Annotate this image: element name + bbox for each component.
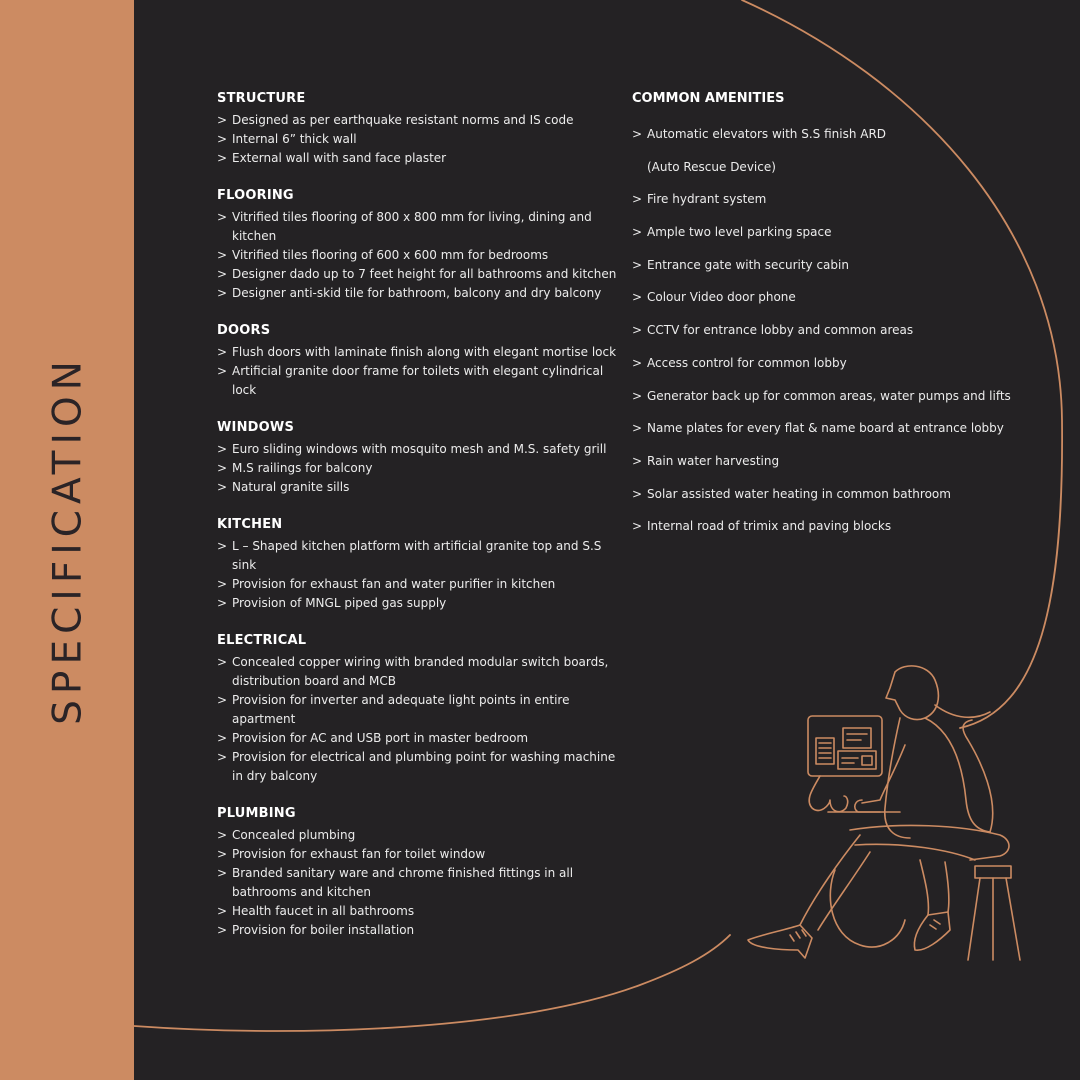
amenity-item <box>632 354 1032 373</box>
list-item <box>217 902 617 921</box>
amenity-item <box>632 321 1032 340</box>
bullet-marker: > <box>632 257 643 272</box>
list-item <box>217 729 617 748</box>
bullet-marker: > <box>632 355 643 370</box>
list-item-text: Provision for inverter and adequate light points in entire apartment <box>232 693 570 726</box>
section-items <box>217 343 617 400</box>
bullet-marker: > <box>217 442 228 456</box>
list-item <box>217 265 617 284</box>
list-item <box>217 149 617 168</box>
list-item <box>217 130 617 149</box>
section-title: PLUMBING <box>217 806 296 821</box>
section-items <box>217 111 617 168</box>
bullet-marker: > <box>217 923 228 937</box>
amenity-item <box>632 256 1032 275</box>
section-items <box>217 826 617 940</box>
side-title: SPECIFICATION <box>45 355 91 725</box>
amenity-item-text: Automatic elevators with S.S finish ARD <box>647 127 887 141</box>
bullet-marker: > <box>632 519 643 534</box>
bullet-marker: > <box>217 577 228 591</box>
list-item <box>217 537 617 575</box>
specification-column <box>217 91 617 940</box>
bullet-marker: > <box>632 290 643 305</box>
amenity-item <box>632 419 1032 438</box>
section-items <box>217 537 617 613</box>
list-item-text: Artificial granite door frame for toilets with elegant cylindrical lock <box>232 364 604 397</box>
section-title: STRUCTURE <box>217 91 306 106</box>
amenity-item <box>632 452 1032 471</box>
list-item-text: Internal 6” thick wall <box>232 132 357 146</box>
bullet-marker: > <box>217 364 228 378</box>
list-item-text: Vitrified tiles flooring of 600 x 600 mm for bedrooms <box>232 248 549 262</box>
list-item <box>217 111 617 130</box>
list-item <box>217 748 617 786</box>
section-title: DOORS <box>217 323 271 338</box>
list-item <box>217 826 617 845</box>
list-item-text: Designer dado up to 7 feet height for all bathrooms and kitchen <box>232 267 617 281</box>
amenity-item <box>632 387 1032 406</box>
list-item-text: External wall with sand face plaster <box>232 151 447 165</box>
list-item <box>217 575 617 594</box>
section-title: WINDOWS <box>217 420 295 435</box>
amenity-item-text: Solar assisted water heating in common bathroom <box>647 486 951 501</box>
bullet-marker: > <box>217 655 228 669</box>
amenity-item-text: Access control for common lobby <box>647 355 847 370</box>
section-kitchen <box>217 517 617 613</box>
list-item <box>217 440 617 459</box>
amenity-item <box>632 158 1032 177</box>
amenity-item-text: Rain water harvesting <box>647 453 780 468</box>
list-item-text: Provision for exhaust fan and water purifier in kitchen <box>232 577 556 591</box>
list-item-text: Branded sanitary ware and chrome finished fittings in all bathrooms and kitchen <box>232 866 574 899</box>
bullet-marker: > <box>217 113 228 127</box>
bullet-marker: > <box>632 323 643 338</box>
section-electrical <box>217 633 617 786</box>
bullet-marker: > <box>217 731 228 745</box>
list-item <box>217 845 617 864</box>
amenity-item <box>632 288 1032 307</box>
list-item-text: Provision for boiler installation <box>232 923 415 937</box>
bullet-marker: > <box>632 453 643 468</box>
list-item-text: Designer anti-skid tile for bathroom, balcony and dry balcony <box>232 286 602 300</box>
amenities-title: COMMON AMENITIES <box>632 91 785 106</box>
bullet-marker: > <box>217 904 228 918</box>
bullet-marker: > <box>217 866 228 880</box>
amenity-item <box>632 517 1032 536</box>
bullet-marker: > <box>217 828 228 842</box>
bullet-marker: > <box>632 421 643 436</box>
side-band <box>0 0 134 1080</box>
list-item <box>217 653 617 691</box>
bullet-marker: > <box>217 286 228 300</box>
bullet-marker: > <box>217 750 228 764</box>
list-item-text: M.S railings for balcony <box>232 461 373 475</box>
list-item <box>217 362 617 400</box>
list-item-text: Vitrified tiles flooring of 800 x 800 mm for living, dining and kitchen <box>232 210 592 243</box>
list-item-text: Health faucet in all bathrooms <box>232 904 415 918</box>
bullet-marker: > <box>632 225 643 240</box>
list-item-text: Concealed plumbing <box>232 828 356 842</box>
bullet-marker: > <box>217 596 228 610</box>
section-items <box>217 440 617 497</box>
section-doors <box>217 323 617 400</box>
list-item-text: Concealed copper wiring with branded modular switch boards, distribution board and MCB <box>232 655 609 688</box>
list-item <box>217 921 617 940</box>
amenity-item-text: Colour Video door phone <box>647 290 796 305</box>
amenity-item-text: Generator back up for common areas, water pumps and lifts <box>647 388 1011 403</box>
list-item-text: Provision for AC and USB port in master bedroom <box>232 731 529 745</box>
list-item-text: Provision for electrical and plumbing point for washing machine in dry balcony <box>232 750 616 783</box>
decorative-arc-bottom <box>134 935 730 1031</box>
list-item-text: Flush doors with laminate finish along with elegant mortise lock <box>232 345 617 359</box>
section-title: FLOORING <box>217 188 294 203</box>
amenity-item-text: Entrance gate with security cabin <box>647 257 849 272</box>
section-structure <box>217 91 617 168</box>
list-item-text: Euro sliding windows with mosquito mesh and M.S. safety grill <box>232 442 607 456</box>
amenity-item <box>632 190 1032 209</box>
list-item <box>217 246 617 265</box>
section-plumbing <box>217 806 617 940</box>
bullet-marker: > <box>217 132 228 146</box>
bullet-marker: > <box>217 345 228 359</box>
amenity-item-text: Ample two level parking space <box>647 225 832 240</box>
amenity-item-text: Fire hydrant system <box>647 192 767 207</box>
list-item <box>217 343 617 362</box>
section-items <box>217 653 617 786</box>
amenity-item-text: CCTV for entrance lobby and common areas <box>647 323 914 338</box>
bullet-marker: > <box>217 480 228 494</box>
list-item <box>217 459 617 478</box>
bullet-marker: > <box>632 486 643 501</box>
bullet-marker: > <box>632 192 643 207</box>
bullet-marker: > <box>217 210 228 224</box>
amenity-item <box>632 125 1032 144</box>
amenity-item <box>632 485 1032 504</box>
section-windows <box>217 420 617 497</box>
bullet-marker: > <box>217 461 228 475</box>
bullet-marker: > <box>217 539 228 553</box>
list-item <box>217 594 617 613</box>
amenity-item-text: (Auto Rescue Device) <box>647 159 776 174</box>
bullet-marker: > <box>217 151 228 165</box>
section-flooring <box>217 188 617 303</box>
amenity-item-text: Internal road of trimix and paving blocks <box>647 519 892 534</box>
list-item-text: Provision for exhaust fan for toilet window <box>232 847 486 861</box>
list-item-text: Designed as per earthquake resistant norms and IS code <box>232 113 574 127</box>
amenities-column <box>632 91 1032 550</box>
person-at-computer-illustration <box>748 666 1020 960</box>
section-title: KITCHEN <box>217 517 283 532</box>
bullet-marker: > <box>632 127 643 141</box>
section-items <box>217 208 617 303</box>
list-item-text: Natural granite sills <box>232 480 350 494</box>
list-item <box>217 478 617 497</box>
bullet-marker: > <box>217 693 228 707</box>
amenities-list <box>632 125 1032 536</box>
list-item <box>217 691 617 729</box>
list-item-text: L – Shaped kitchen platform with artificial granite top and S.S sink <box>232 539 602 572</box>
list-item <box>217 864 617 902</box>
list-item <box>217 284 617 303</box>
bullet-marker: > <box>217 267 228 281</box>
list-item <box>217 208 617 246</box>
section-title: ELECTRICAL <box>217 633 307 648</box>
list-item-text: Provision of MNGL piped gas supply <box>232 596 447 610</box>
bullet-marker: > <box>217 248 228 262</box>
amenity-item <box>632 223 1032 242</box>
bullet-marker: > <box>632 388 643 403</box>
amenity-item-text: Name plates for every flat & name board at entrance lobby <box>647 421 1004 436</box>
bullet-marker: > <box>217 847 228 861</box>
